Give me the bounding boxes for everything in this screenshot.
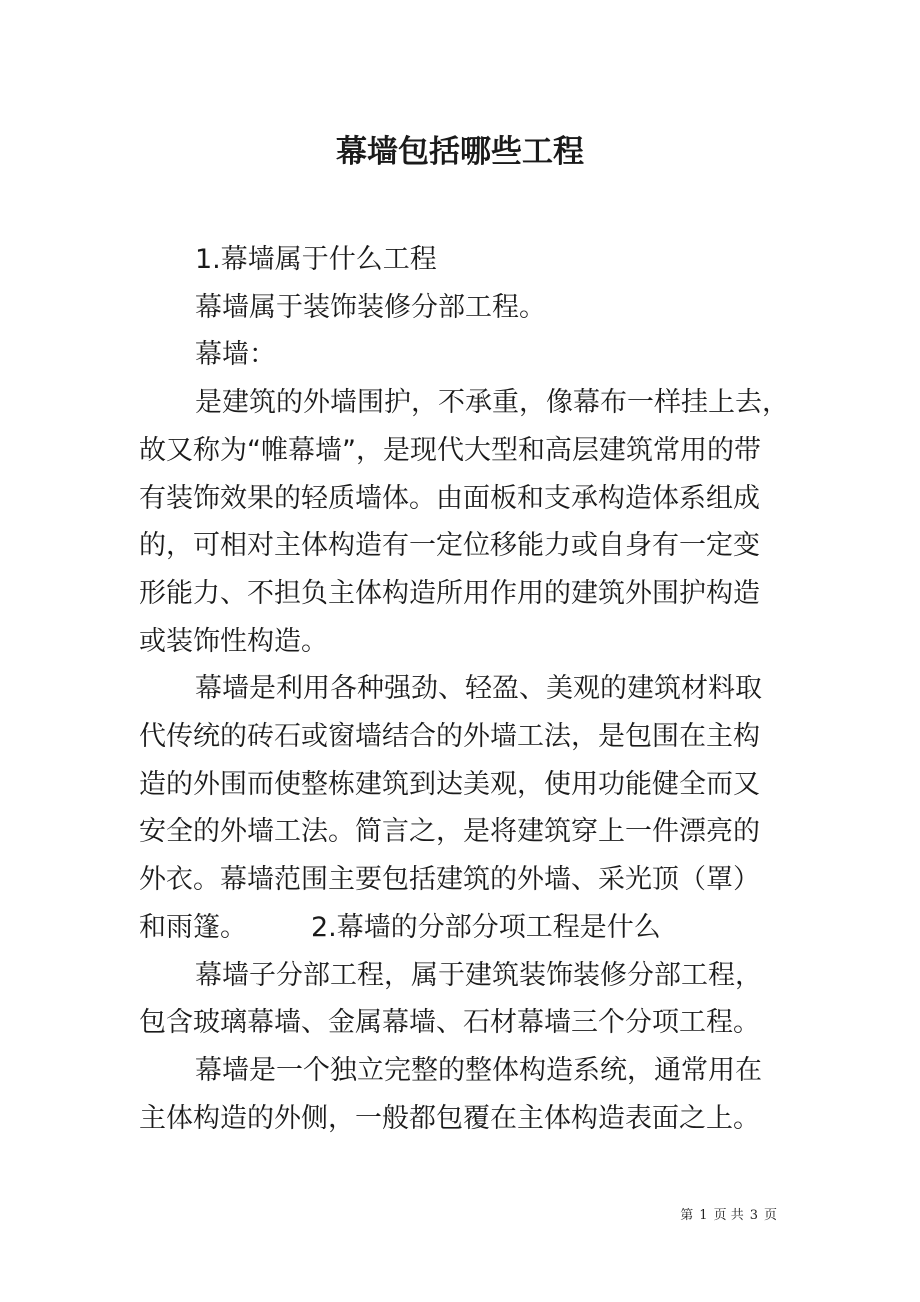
page-number-footer	[0, 1206, 780, 1226]
paragraph-line: 形能力、不担负主体构造所用作用的建筑外围护构造	[139, 577, 760, 609]
footer-middle: 页 共	[713, 1208, 744, 1223]
total-page-count: 3	[749, 1208, 758, 1223]
paragraph-line: 外衣。幕墙范围主要包括建筑的外墙、采光顶（罩）	[139, 864, 760, 896]
paragraph-line: 包含玻璃幕墙、金属幕墙、石材幕墙三个分项工程。	[139, 1007, 760, 1039]
paragraph-line: 幕墙属于装饰装修分部工程。	[195, 291, 546, 323]
paragraph-line: 主体构造的外侧，一般都包覆在主体构造表面之上。	[139, 1102, 760, 1134]
section-heading-1: 1.幕墙属于什么工程	[195, 244, 437, 275]
section-heading-2: 2.幕墙的分部分项工程是什么	[311, 911, 661, 943]
current-page-number: 1	[699, 1208, 708, 1223]
document-body	[139, 236, 789, 1142]
paragraph-line: 幕墙子分部工程，属于建筑装饰装修分部工程，	[195, 959, 762, 991]
paragraph-line: 是建筑的外墙围护，不承重，像幕布一样挂上去，	[195, 387, 789, 419]
paragraph-line: 幕墙是一个独立完整的整体构造系统，通常用在	[195, 1054, 762, 1086]
footer-suffix: 页	[763, 1208, 777, 1223]
paragraph-line: 的，可相对主体构造有一定位移能力或自身有一定变	[139, 530, 760, 562]
paragraph-line: 幕墙是利用各种强劲、轻盈、美观的建筑材料取	[195, 673, 762, 705]
paragraph-line: 代传统的砖石或窗墙结合的外墙工法，是包围在主构	[139, 721, 760, 753]
paragraph-fragment: 和雨篷。	[139, 911, 247, 943]
footer-prefix: 第	[680, 1208, 694, 1223]
paragraph-line: 故又称为“帷幕墙”，是现代大型和高层建筑常用的带	[139, 434, 761, 466]
paragraph-line: 幕墙：	[195, 339, 276, 371]
paragraph-line: 或装饰性构造。	[139, 625, 328, 657]
paragraph-line	[139, 904, 789, 952]
document-title: 幕墙包括哪些工程	[336, 134, 584, 170]
paragraph-line: 安全的外墙工法。简言之，是将建筑穿上一件漂亮的	[139, 816, 760, 848]
paragraph-line: 造的外围而使整栋建筑到达美观，使用功能健全而又	[139, 768, 760, 800]
paragraph-line: 有装饰效果的轻质墙体。由面板和支承构造体系组成	[139, 482, 760, 514]
